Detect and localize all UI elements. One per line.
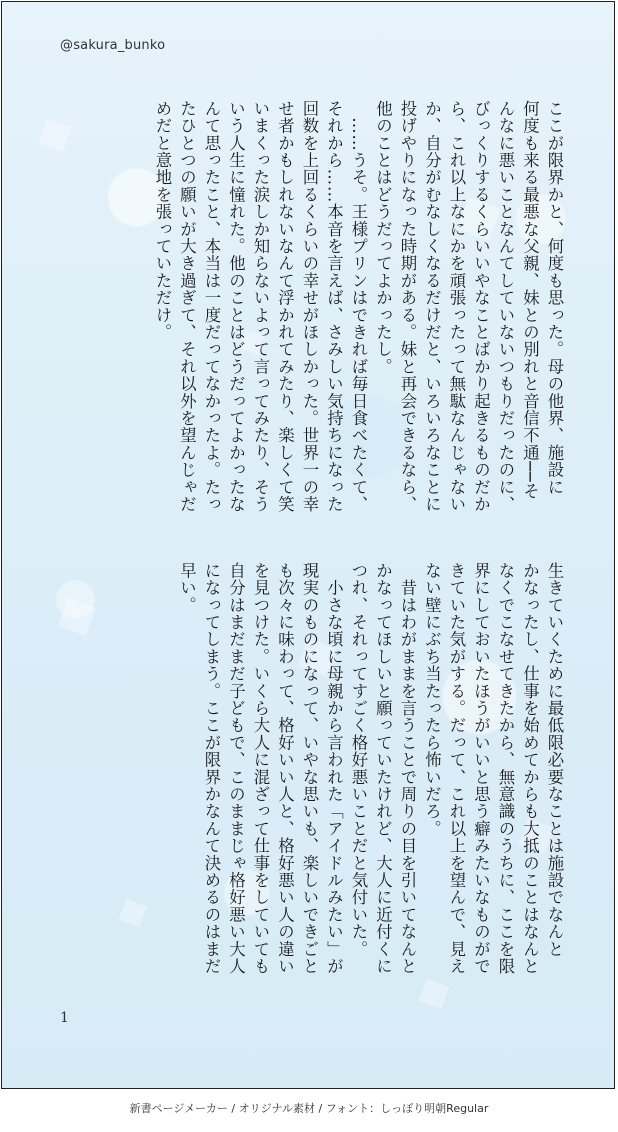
author-handle: @sakura_bunko [60, 38, 166, 53]
book-page [1, 1, 615, 1089]
background-square [58, 598, 96, 636]
page-number: 1 [60, 1010, 69, 1026]
body-text-upper: ここが限界かと、何度も思った。母の他界、施設に 何度も来る最悪な父親、妹との別れと音信不通──そ んなに悪いことなんてしていないつもりだったのに、 びっくりするくらいいやなことばかり起きるものだか ら、これ以上なにかを頑張ったって無駄なんじゃない か、自分がむなしくなるだけだと、いろいろなことに 投げやりになった時期がある。妹と再会できるなら、 他のことはどうだってよかったし。 ……うそ。王様プリンはできれば毎日食べたくて、 それから……本音を言えば、さみしい気持ちになった 回数を上回るくらいの幸せがほしかった。世界一の幸 せ者かもしれないなんて浮かれてみたり、楽しくて笑 いまくった涙しか知らないよって言ってみたり、そう いう人生に憧れた。他のことはどうだってよかったな んて思ったこと、本当は一度だってなかったよ。たっ たひとつの願いが大き過ぎて、それ以外を望んじゃだ めだと意地を張っていただけ。 [153, 100, 564, 513]
background-square [38, 118, 71, 151]
background-square [119, 899, 147, 927]
body-text-lower: 生きていくために最低限必要なことは施設でなんと かなったし、仕事を始めてからも大抵のことはなんと なくでこなせてきたから、無意識のうちに、ここを限 界にしておいたほうがいいと思う癖みたいなものがで きていた気がする。だって、これ以上を望んで、見え ない壁にぶち当たったら怖いだろ。 昔はわがままを言うことで周りの目を引いてなんと かなってほしいと願っていたけれど、大人に近付くに つれ、それってすごく格好悪いことだと気付いた。 小さな頃に母親から言われた「アイドルみたい」が 現実のものになって、いやな思いも、楽しいできごと も次々に味わって、格好いい人と、格好悪い人の違い を見つけた。いくら大人に混ざって仕事をしていても 自分はまだまだ子どもで、このままじゃ格好悪い大人 になってしまう。ここが限界かなんて決めるのはまだ 早い。 [177, 562, 564, 975]
footer-credit: 新書ページメーカー / オリジナル素材 / フォント：しっぽり明朝Regular [129, 1102, 489, 1115]
